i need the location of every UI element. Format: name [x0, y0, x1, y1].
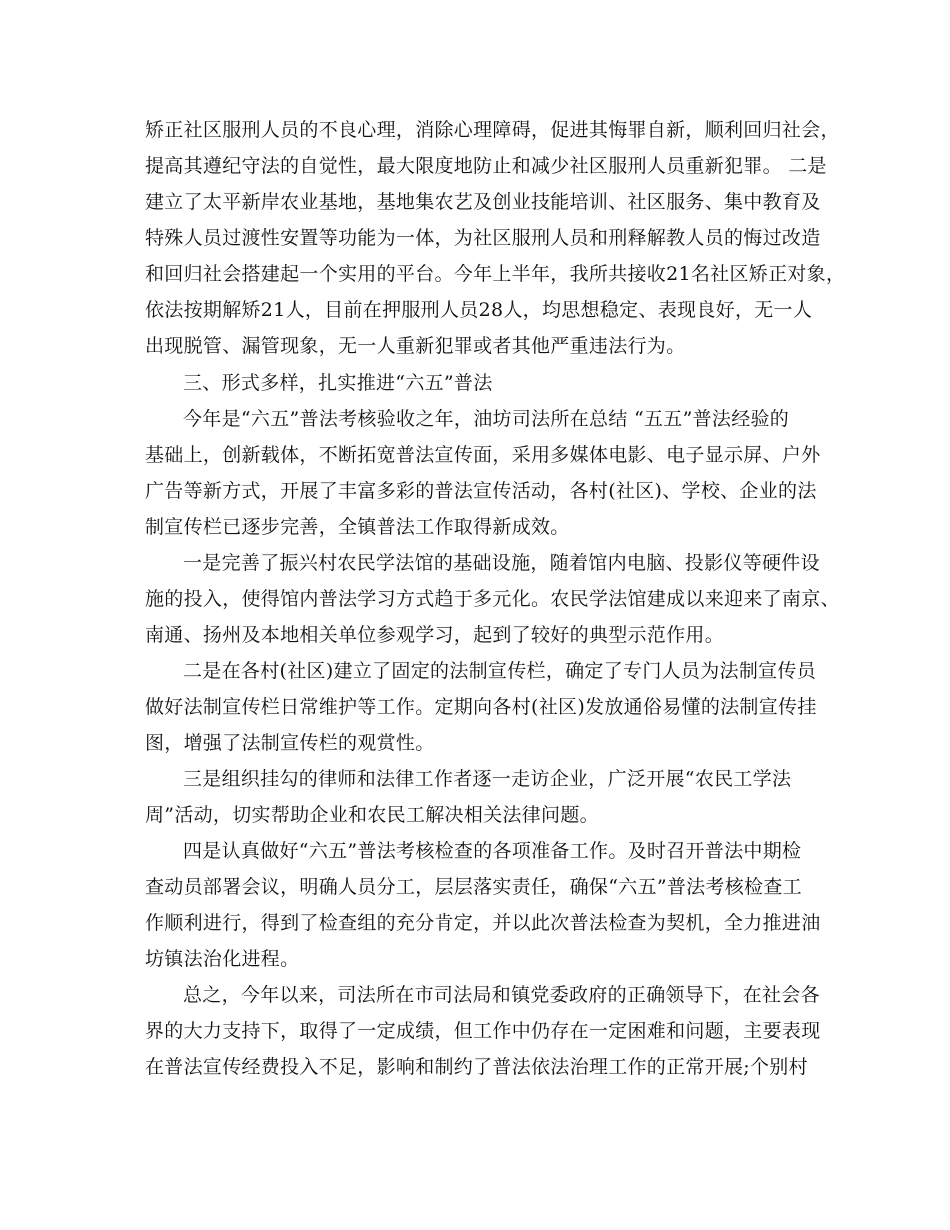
text-line: 做好法制宣传栏日常维护等工作。定期向各村(社区)发放通俗易懂的法制宣传挂	[145, 696, 817, 718]
paragraph-start: 总之，今年以来，司法所在市司法局和镇党委政府的正确领导下，在社会各	[183, 984, 820, 1006]
text-line: 施的投入，使得馆内普法学习方式趋于多元化。农民学法馆建成以来迎来了南京、	[145, 588, 840, 610]
text-line: 坊镇法治化进程。	[145, 948, 300, 970]
paragraph-start: 四是认真做好“六五”普法考核检查的各项准备工作。及时召开普法中期检	[183, 840, 802, 862]
text-line: 周”活动，切实帮助企业和农民工解决相关法律问题。	[145, 804, 599, 826]
text-line: 制宣传栏已逐步完善，全镇普法工作取得新成效。	[145, 516, 570, 538]
text-line: 基础上，创新载体，不断拓宽普法宣传面，采用多媒体电影、电子显示屏、户外	[145, 444, 821, 466]
paragraph-start: 二是在各村(社区)建立了固定的法制宣传栏，确定了专门人员为法制宣传员	[183, 660, 817, 682]
text-line: 依法按期解矫21人，目前在押服刑人员28人，均思想稳定、表现良好，无一人	[145, 299, 813, 321]
text-line: 广告等新方式，开展了丰富多彩的普法宣传活动，各村(社区)、学校、企业的法	[145, 480, 817, 502]
text-line: 查动员部署会议，明确人员分工，层层落实责任，确保“六五”普法考核检查工	[145, 876, 802, 898]
text-line: 在普法宣传经费投入不足，影响和制约了普法依法治理工作的正常开展;个别村	[145, 1056, 808, 1078]
text-line: 作顺利进行，得到了检查组的充分肯定，并以此次普法检查为契机，全力推进油	[145, 912, 821, 934]
text-line: 特殊人员过渡性安置等功能为一体，为社区服刑人员和刑释解教人员的悔过改造	[145, 227, 821, 249]
paragraph-start: 三是组织挂勾的律师和法律工作者逐一走访企业，广泛开展“农民工学法	[183, 768, 792, 790]
text-line: 建立了太平新岸农业基地，基地集农艺及创业技能培训、社区服务、集中教育及	[145, 191, 821, 213]
text-line: 界的大力支持下，取得了一定成绩，但工作中仍存在一定困难和问题，主要表现	[145, 1020, 821, 1042]
text-line: 南通、扬州及本地相关单位参观学习，起到了较好的典型示范作用。	[145, 624, 725, 646]
paragraph-start: 一是完善了振兴村农民学法馆的基础设施，随着馆内电脑、投影仪等硬件设	[183, 552, 820, 574]
text-line: 提高其遵纪守法的自觉性，最大限度地防止和减少社区服刑人员重新犯罪。 二是	[145, 155, 827, 177]
text-line: 和回归社会搭建起一个实用的平台。今年上半年，我所共接收21名社区矫正对象，	[145, 263, 846, 285]
text-line: 矫正社区服刑人员的不良心理，消除心理障碍，促进其悔罪自新，顺利回归社会，	[145, 119, 840, 141]
section-heading: 三、形式多样，扎实推进“六五”普法	[183, 372, 493, 394]
text-line: 出现脱管、漏管现象，无一人重新犯罪或者其他严重违法行为。	[145, 335, 686, 357]
text-line: 图，增强了法制宣传栏的观赏性。	[145, 732, 435, 754]
paragraph-start: 今年是“六五”普法考核验收之年，油坊司法所在总结 “五五”普法经验的	[183, 408, 790, 430]
